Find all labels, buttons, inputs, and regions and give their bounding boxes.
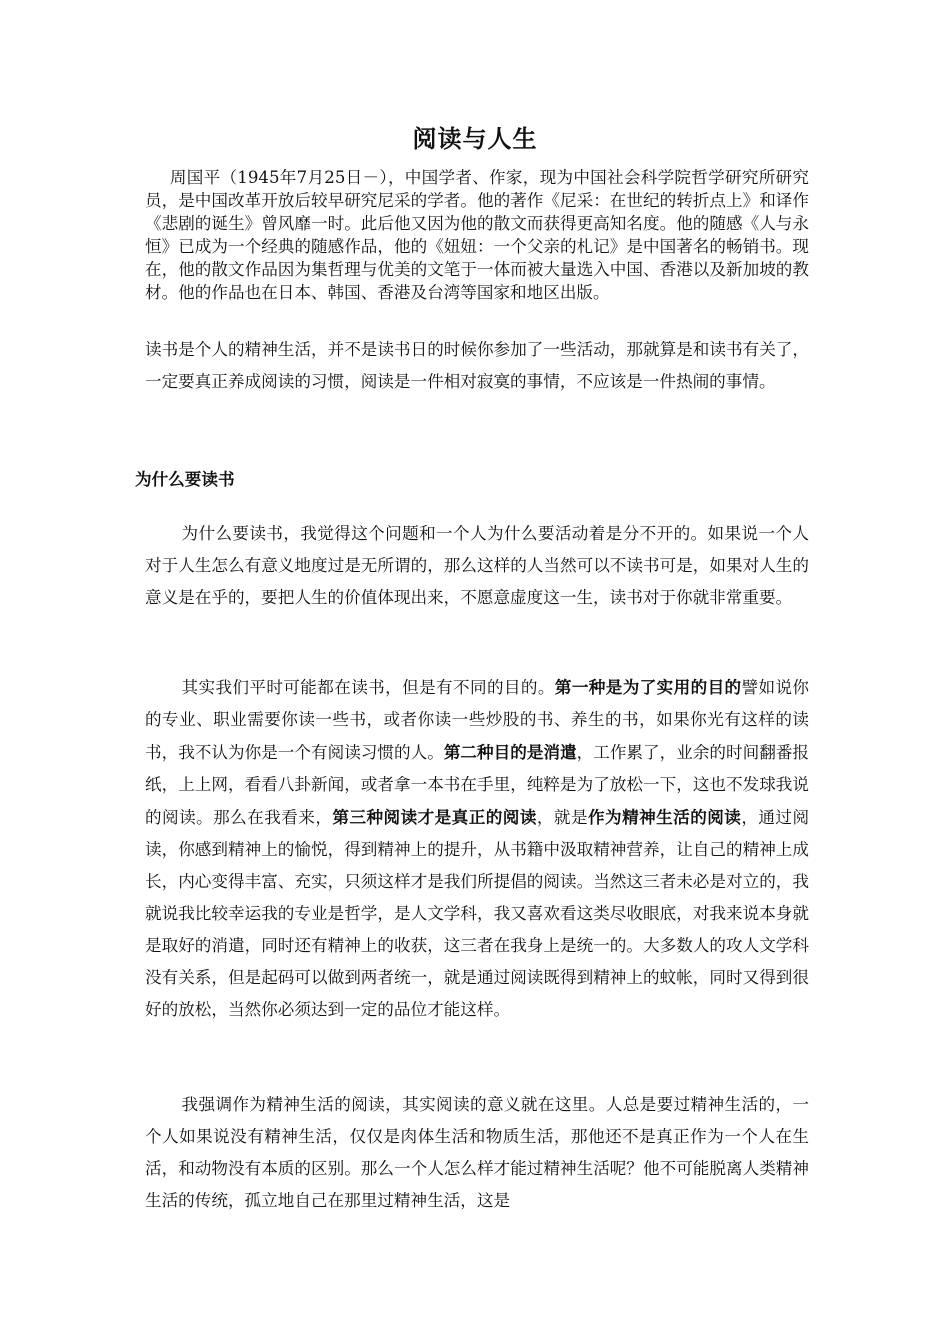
paragraph-why-read: 为什么要读书，我觉得这个问题和一个人为什么要活动着是分不开的。如果说一个人对于人生怎么有意义地度过是无所谓的，那么这样的人当然可以不读书可是，如果对人生的意义是在乎的，要把人生的价值体现出来，不愿意虚度这一生，读书对于你就非常重要。 xyxy=(145,524,809,607)
text-span: ，就是 xyxy=(536,808,588,827)
section-heading: 为什么要读书 xyxy=(135,470,235,489)
bold-phrase-second-purpose: 第二种目的是消遣 xyxy=(443,742,577,762)
bold-phrase-spiritual-reading: 作为精神生活的阅读 xyxy=(588,807,742,827)
author-intro: 周国平（1945年7月25日－），中国学者、作家，现为中国社会科学院哲学研究所研究员，是中国改革开放后较早研究尼采的学者。他的著作《尼采：在世纪的转折点上》和译作《悲剧的诞生》曾风靡一时。此后他又因为他的散文而获得更高知名度。他的随感《人与永恒》已成为一个经典的随感作品，他的《妞妞：一个父亲的札记》是中国著名的畅销书。现在，他的散文作品因为集哲理与优美的文笔于一体而被大量选入中国、香港以及新加坡的教材。他的作品也在日本、韩国、香港及台湾等国家和地区出版。 xyxy=(145,168,809,302)
paragraph-spiritual-life: 我强调作为精神生活的阅读，其实阅读的意义就在这里。人总是要过精神生活的，一个人如果说没有精神生活，仅仅是肉体生活和物质生活，那他还不是真正作为一个人在生活，和动物没有本质的区别。那么一个人怎么样才能过精神生活呢？他不可能脱离人类精神生活的传统，孤立地自己在那里过精神生活，这是 xyxy=(145,1095,809,1210)
text-span: ，工作累了，业余的时间翻番报纸，上上网，看看八卦新闻，或者拿一本书在手里，纯粹是为了放松一下，这也不发球我说的阅读。那么在我看来， xyxy=(145,743,810,827)
page-title: 阅读与人生 xyxy=(412,125,538,153)
paragraph-reading-purposes xyxy=(145,671,809,1026)
lead-paragraph: 读书是个人的精神生活，并不是读书日的时候你参加了一些活动，那就算是和读书有关了，一定要真正养成阅读的习惯，阅读是一件相对寂寞的事情，不应该是一件热闹的事情。 xyxy=(145,340,809,391)
bold-phrase-first-purpose: 第一种是为了实用的目的 xyxy=(554,677,742,697)
text-span: 譬如说你的专业、职业需要你读一些书，或者你读一些炒股的书、养生的书，如果你光有这样的读书，我不认为你是一个有阅读习惯的人。 xyxy=(145,678,810,762)
text-span: ，通过阅读，你感到精神上的愉悦，得到精神上的提升，从书籍中汲取精神营养，让自己的精神上成长，内心变得丰富、充实，只须这样才是我们所提倡的阅读。当然这三者未必是对立的，我就说我比较幸运我的专业是哲学，是人文学科，我又喜欢看这类尽收眼底，对我来说本身就是取好的消遣，同时还有精神上的收获，这三者在我身上是统一的。大多数人的攻人文学科没有关系，但是起码可以做到两者统一，就是通过阅读既得到精神上的蚊帐，同时又得到很好的放松，当然你必须达到一定的品位才能这样。 xyxy=(145,808,810,1019)
text-span: 其实我们平时可能都在读书，但是有不同的目的。 xyxy=(181,678,555,697)
bold-phrase-third-purpose: 第三种阅读才是真正的阅读 xyxy=(332,807,537,827)
